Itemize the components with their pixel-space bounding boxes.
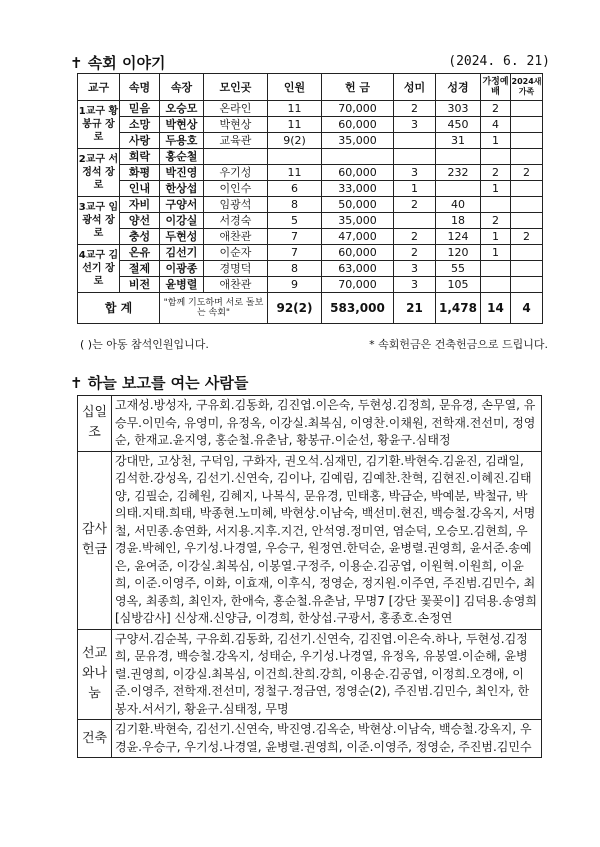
table-cell: 50,000 (322, 197, 394, 213)
table-cell: 1 (481, 133, 511, 149)
table-cell (436, 181, 481, 197)
donor-row (78, 629, 542, 720)
donor-row (78, 451, 542, 629)
table-cell: 450 (436, 117, 481, 133)
col-header: 가정예배 (481, 74, 511, 101)
table-cell: 이순자 (204, 245, 268, 261)
table-cell: 11 (268, 117, 322, 133)
class-meeting-table (77, 73, 543, 324)
table-cell: 18 (436, 213, 481, 229)
table-cell: 40 (436, 197, 481, 213)
table-cell: 60,000 (322, 165, 394, 181)
table-cell: 70,000 (322, 101, 394, 117)
table-cell: 이광종 (160, 261, 204, 277)
table-cell: 232 (436, 165, 481, 181)
table-cell: 105 (436, 277, 481, 293)
table-cell: 박현상 (204, 117, 268, 133)
col-header: 속명 (120, 74, 160, 101)
table-cell: 김선기 (160, 245, 204, 261)
note-children: ( )는 아동 참석인원입니다. (80, 338, 209, 351)
table-row (78, 261, 543, 277)
donor-row (78, 720, 542, 758)
table-cell (268, 149, 322, 165)
table-cell: 충성 (120, 229, 160, 245)
total-slogan: "함께 기도하며 서로 돌보는 속회" (160, 293, 268, 324)
table-cell: 2 (481, 101, 511, 117)
table-cell (394, 133, 436, 149)
table-cell (394, 213, 436, 229)
table-cell (511, 197, 543, 213)
table-cell: 70,000 (322, 277, 394, 293)
table-cell: 60,000 (322, 117, 394, 133)
table-row (78, 101, 543, 117)
table-cell (511, 277, 543, 293)
table-cell: 화평 (120, 165, 160, 181)
table-cell: 소망 (120, 117, 160, 133)
table-cell: 임광석 (204, 197, 268, 213)
donor-category: 십일조 (78, 396, 112, 452)
table-cell: 이강실 (160, 213, 204, 229)
table-cell: 5 (268, 213, 322, 229)
donor-category: 건축 (78, 720, 112, 758)
table-cell: 희락 (120, 149, 160, 165)
table-cell (511, 261, 543, 277)
table-cell: 1 (481, 229, 511, 245)
table-cell: 2 (511, 165, 543, 181)
table-cell: 두현성 (160, 229, 204, 245)
table-cell: 2 (394, 197, 436, 213)
col-header: 모인곳 (204, 74, 268, 101)
col-header: 교구 (78, 74, 120, 101)
table-cell: 경명덕 (204, 261, 268, 277)
table-cell (511, 101, 543, 117)
donor-names: 구양서.김순복, 구유회.김동화, 김선기.신연숙, 김진엽.이은숙.하나, 두현성.김정희, 문유경, 백승철.강옥지, 성태순, 우기성.나경열, 유정옥, 유봉열.이순해, 윤병렬.권영희, 이강실.최복심, 이건희.찬희.강희, 이용순.김공엽, 이정희.오경애, 이준.이영주, 전학재.전선미, 정철구.정금연, 정영순(2), 주진범.김민수, 최인자, 한봉자.서서기, 황윤구.심태정, 무명 (112, 629, 542, 720)
table-cell: 3 (394, 261, 436, 277)
table-cell: 11 (268, 101, 322, 117)
table-cell: 63,000 (322, 261, 394, 277)
table-row (78, 229, 543, 245)
table-cell: 9 (268, 277, 322, 293)
table-row (78, 277, 543, 293)
table-cell: 3 (394, 117, 436, 133)
table-cell: 인내 (120, 181, 160, 197)
table-cell (322, 149, 394, 165)
table-cell (204, 149, 268, 165)
table-cell: 자비 (120, 197, 160, 213)
table-cell: 1 (481, 245, 511, 261)
table-cell: 33,000 (322, 181, 394, 197)
table-cell: 4 (481, 117, 511, 133)
table-cell: 이인수 (204, 181, 268, 197)
table-cell: 2 (394, 245, 436, 261)
table-cell: 7 (268, 229, 322, 245)
district-cell: 3교구 임광석 장로 (78, 197, 120, 245)
table-cell: 47,000 (322, 229, 394, 245)
table-row (78, 181, 543, 197)
table-cell (481, 197, 511, 213)
donor-names: 고재성.방성자, 구유회.김동화, 김진엽.이은숙, 두현성.김정희, 문유경, 손무열, 유승무.이민숙, 유영미, 유정옥, 이강실.최복심, 이영찬.이채원, 전학재.전선미, 정영순, 한재교.윤지영, 홍순철.유춘남, 황봉규.이순선, 황윤구.심태정 (112, 396, 542, 452)
table-cell: 서경숙 (204, 213, 268, 229)
total-bible: 1,478 (436, 293, 481, 324)
table-cell (511, 245, 543, 261)
table-cell: 2 (481, 213, 511, 229)
col-header: 헌 금 (322, 74, 394, 101)
donor-names: 김기환.박현숙, 김선기.신연숙, 박진영.김옥순, 박현상.이남숙, 백승철.강옥지, 우경윤.우승구, 우기성.나경열, 윤병렬.권영희, 이준.이영주, 정영순, 주진범.김민수 (112, 720, 542, 758)
table-row (78, 197, 543, 213)
table-cell: 애찬관 (204, 229, 268, 245)
table-cell: 절제 (120, 261, 160, 277)
table-cell (511, 213, 543, 229)
table-cell: 7 (268, 245, 322, 261)
table-cell: 55 (436, 261, 481, 277)
table-cell: 60,000 (322, 245, 394, 261)
table-notes (80, 336, 548, 352)
table-cell: 35,000 (322, 213, 394, 229)
table-cell: 3 (394, 165, 436, 181)
table-cell: 믿음 (120, 101, 160, 117)
col-header: 성경 (436, 74, 481, 101)
donors-table (77, 395, 542, 758)
table-row (78, 245, 543, 261)
total-row (78, 293, 543, 324)
table-cell (481, 261, 511, 277)
table-cell (481, 277, 511, 293)
table-cell: 2 (394, 229, 436, 245)
table-cell (394, 149, 436, 165)
total-people: 92(2) (268, 293, 322, 324)
table-cell (481, 149, 511, 165)
table-row (78, 133, 543, 149)
table-cell: 양선 (120, 213, 160, 229)
donor-row (78, 396, 542, 452)
donor-names: 강대만, 고상천, 구덕임, 구화자, 권오석.심재민, 김기환.박현숙.김윤진, 김래일, 김석한.강성옥, 김선기.신연숙, 김이나, 김예림, 김예찬.찬혁, 김현진.이혜진.김태양, 김필순, 김혜원, 김혜지, 나복식, 문유경, 민태홍, 박금순, 박예분, 박철규, 박의태.지태.희태, 박종현.노미혜, 박현상.이남숙, 백선미.현진, 백승철.강옥지, 서명철, 서민종.송연화, 서지용.지후.지건, 안석영.정미연, 염순덕, 오승모.김현희, 우경윤.박혜인, 우기성.나경열, 우승구, 원정연.한덕순, 윤병렬.권영희, 윤서준.송예은, 윤여준, 이강실.최복심, 이봉열.구정주, 이용순.김공엽, 이원혁.이원희, 이윤희, 이준.이영주, 이화, 이효재, 이후식, 정영순, 정지원.이주연, 주진범.김민수, 최영옥, 최종희, 최인자, 한애숙, 홍순철.유춘남, 무명7 [강단 꽃꽂이] 김덕용.송영희 [심방감사] 신상재.신양금, 이경희, 한상섭.구광서, 홍종호.손정연 (112, 451, 542, 629)
total-worship: 14 (481, 293, 511, 324)
table-row (78, 149, 543, 165)
table-cell: 윤병렬 (160, 277, 204, 293)
table-cell (511, 133, 543, 149)
district-cell: 2교구 서정석 장로 (78, 149, 120, 197)
table-cell: 35,000 (322, 133, 394, 149)
table-cell: 11 (268, 165, 322, 181)
note-offering: * 속회헌금은 건축헌금으로 드립니다. (369, 338, 548, 351)
table-cell: 303 (436, 101, 481, 117)
col-header: 2024새가족 (511, 74, 543, 101)
total-newfam: 4 (511, 293, 543, 324)
table-cell: 3 (394, 277, 436, 293)
table-cell: 124 (436, 229, 481, 245)
table-cell (511, 117, 543, 133)
total-label: 합 계 (78, 293, 160, 324)
table-cell: 박진영 (160, 165, 204, 181)
table-header-row (78, 74, 543, 101)
date-label: (2024. 6. 21) (448, 54, 550, 69)
col-header: 성미 (394, 74, 436, 101)
table-row (78, 117, 543, 133)
table-cell: 오승모 (160, 101, 204, 117)
table-cell: 홍순철 (160, 149, 204, 165)
table-cell: 교육관 (204, 133, 268, 149)
table-cell: 온라인 (204, 101, 268, 117)
col-header: 속장 (160, 74, 204, 101)
district-cell: 4교구 김선기 장로 (78, 245, 120, 293)
total-rice: 21 (394, 293, 436, 324)
table-cell: 구양서 (160, 197, 204, 213)
col-header: 인원 (268, 74, 322, 101)
table-row (78, 213, 543, 229)
table-cell: 박현상 (160, 117, 204, 133)
table-cell: 6 (268, 181, 322, 197)
table-cell (436, 149, 481, 165)
total-offering: 583,000 (322, 293, 394, 324)
page-title: ✝ 속회 이야기 (70, 54, 166, 72)
table-cell: 애찬관 (204, 277, 268, 293)
table-cell: 온유 (120, 245, 160, 261)
table-cell: 1 (481, 181, 511, 197)
page-header (70, 52, 550, 74)
table-cell: 사랑 (120, 133, 160, 149)
table-cell: 두용호 (160, 133, 204, 149)
table-cell: 31 (436, 133, 481, 149)
table-cell: 9(2) (268, 133, 322, 149)
table-cell: 한상섭 (160, 181, 204, 197)
table-row (78, 165, 543, 181)
section-title: ✝ 하늘 보고를 여는 사람들 (70, 374, 249, 392)
table-cell: 2 (394, 101, 436, 117)
table-cell: 2 (481, 165, 511, 181)
table-cell: 8 (268, 197, 322, 213)
table-cell (511, 149, 543, 165)
table-cell: 120 (436, 245, 481, 261)
table-cell: 우기성 (204, 165, 268, 181)
table-cell (511, 181, 543, 197)
district-cell: 1교구 황봉규 장로 (78, 101, 120, 149)
table-cell: 비전 (120, 277, 160, 293)
table-cell: 1 (394, 181, 436, 197)
donor-category: 선교와나눔 (78, 629, 112, 720)
donor-category: 감사헌금 (78, 451, 112, 629)
table-cell: 8 (268, 261, 322, 277)
table-cell: 2 (511, 229, 543, 245)
